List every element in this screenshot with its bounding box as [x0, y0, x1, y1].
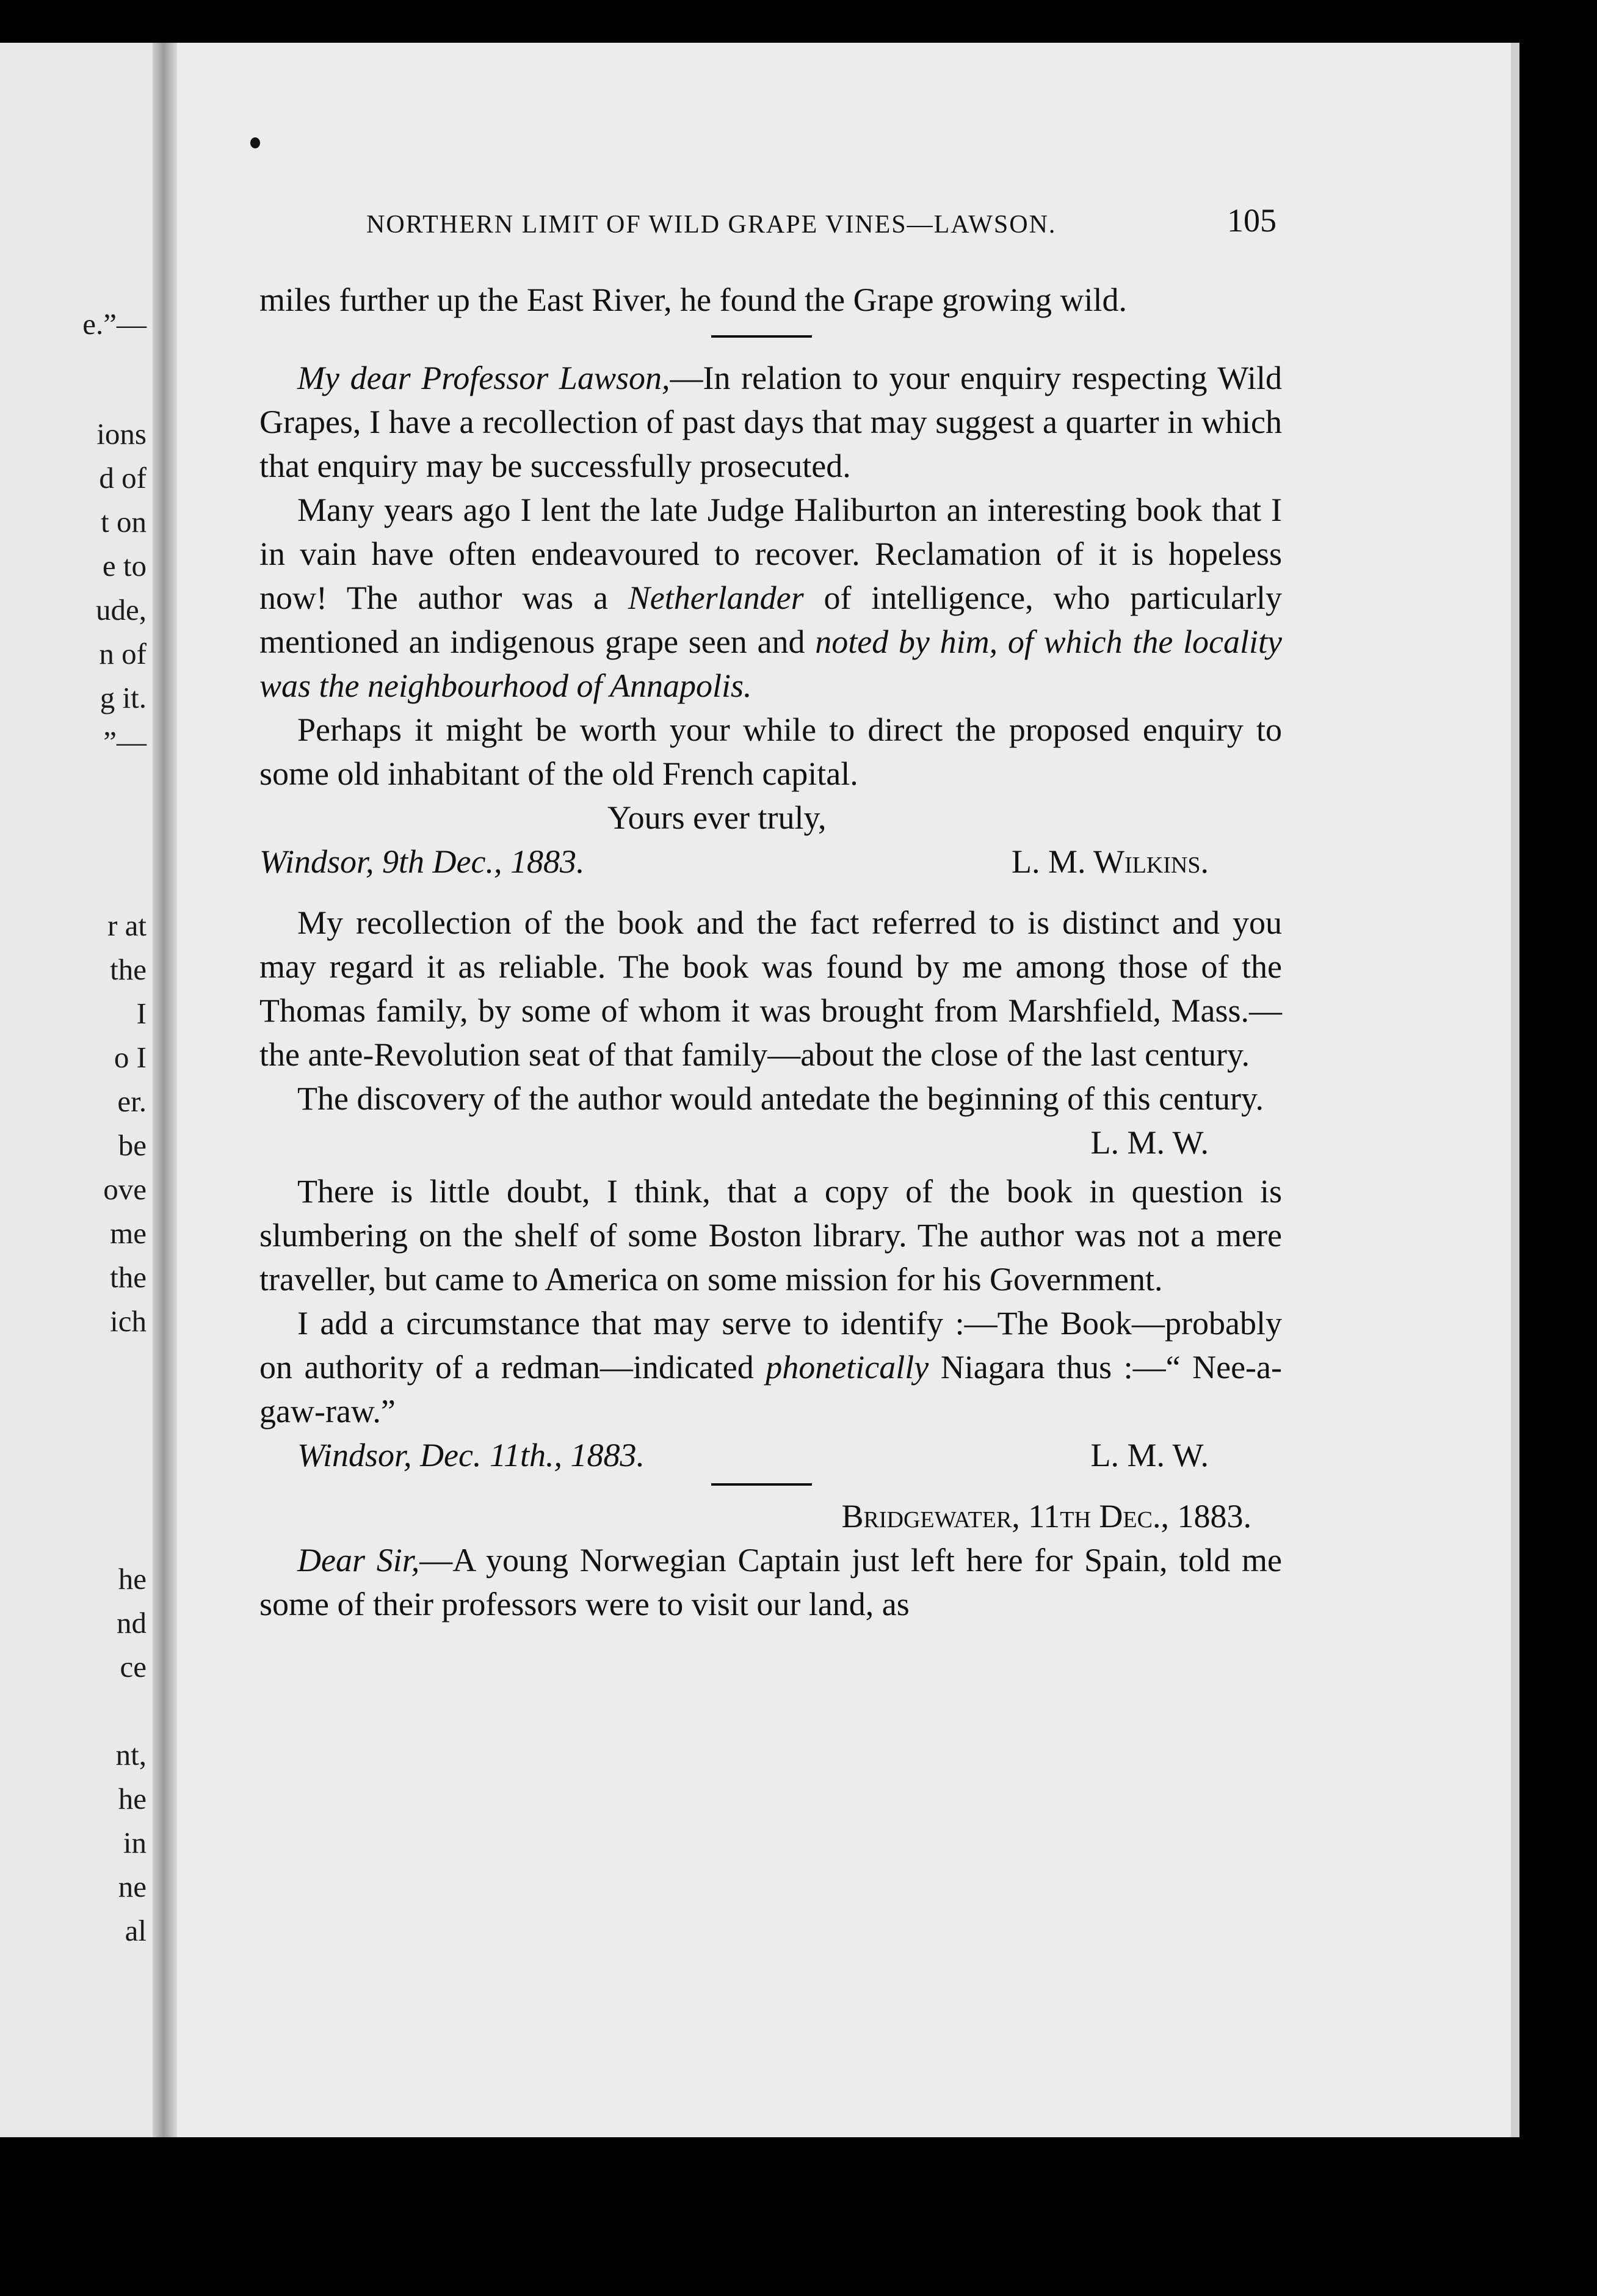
paragraph-text: —In relation to your enquiry respecting Wild Grapes, I have a recollection of past days that may suggest a quarter in which that enquiry may be successfully prosecuted. [259, 360, 1283, 484]
left-fragment: ce [120, 1650, 147, 1684]
left-fragment: he [118, 1562, 147, 1596]
salutation: Dear Sir, [297, 1542, 420, 1579]
paragraph-text: —A young Norwegian Captain just left here for Spain, told me some of their professors were to visit our land, as [259, 1542, 1282, 1622]
paragraph-text: of intelligence, who particularly mentioned an indigenous grape seen and [259, 579, 1282, 660]
signature: L. M. W. [1090, 1124, 1209, 1161]
left-fragment: ”— [103, 725, 147, 758]
letter2-paragraph: My recollection of the book and the fact referred to is distinct and you may regard it as reliable. The book was found by me among those of the Thomas family, by some of whom it was brought from Marshfield, Mass.—the ante-Revolution seat of that family—about the close of the last century. [259, 904, 1282, 1073]
left-fragment: I [136, 997, 147, 1030]
italic-text: phonetically [766, 1349, 929, 1386]
italic-text: noted by him, of which the locality was the neighbourhood of Annapolis. [259, 623, 1282, 704]
letter4-paragraph [259, 1538, 1282, 1626]
closing: Yours ever truly, [607, 799, 827, 836]
left-fragment: n of [99, 637, 147, 670]
paragraph: miles further up the East River, he found the Grape growing wild. [259, 282, 1127, 318]
left-fragment: ude, [96, 593, 147, 627]
left-fragment: nt, [115, 1738, 147, 1771]
signature-line [259, 1433, 1282, 1477]
left-fragment: t on [101, 505, 147, 539]
body-text [259, 278, 1282, 1626]
dateline: Bridgewater, 11th Dec., 1883. [841, 1498, 1251, 1535]
left-fragment: ne [118, 1870, 147, 1903]
left-fragment: be [118, 1128, 147, 1162]
book-gutter [153, 43, 177, 2137]
italic-text: Netherlander [628, 579, 804, 616]
letter1-paragraph [259, 356, 1282, 488]
letter-date: Windsor, Dec. 11th., 1883. [297, 1437, 645, 1473]
left-fragment: ich [110, 1304, 147, 1338]
page-edge [1511, 43, 1519, 2137]
left-fragment: the [110, 953, 147, 986]
left-page-margin [0, 43, 154, 2137]
paragraph-text: I add a circumstance that may serve to identify :—The Book—probably on authority of a redman—indicated [259, 1305, 1282, 1386]
signature: L. M. Wilkins. [1011, 843, 1209, 880]
left-fragment: er. [117, 1084, 147, 1118]
left-fragment: me [110, 1216, 147, 1250]
letter-date: Windsor, 9th Dec., 1883. [259, 843, 585, 880]
ink-spot [250, 137, 260, 148]
left-fragment: g it. [100, 681, 147, 714]
left-fragment: the [110, 1260, 147, 1294]
signature-line [259, 840, 1282, 884]
letter1-paragraph: Perhaps it might be worth your while to direct the proposed enquiry to some old inhabitant of the old French capital. [259, 711, 1282, 792]
left-fragment: ions [96, 417, 147, 451]
salutation: My dear Professor Lawson, [297, 360, 670, 396]
left-fragment: e.”— [82, 307, 147, 341]
left-fragment: o I [114, 1041, 147, 1074]
left-fragment: al [125, 1914, 147, 1947]
left-fragment: ove [103, 1172, 147, 1206]
left-fragment: nd [117, 1606, 147, 1640]
running-header: NORTHERN LIMIT OF WILD GRAPE VINES—LAWSON. [366, 211, 1057, 239]
left-fragment: he [118, 1782, 147, 1815]
letter3-paragraph [259, 1301, 1282, 1433]
paragraph-text: Niagara thus :—“ Nee-a-gaw-raw.” [259, 1349, 1282, 1430]
left-fragment: r at [107, 909, 147, 942]
left-fragment: in [123, 1826, 147, 1859]
left-fragment: e to [102, 549, 147, 583]
letter2-paragraph: The discovery of the author would antedate the beginning of this century. [297, 1080, 1264, 1117]
section-rule [711, 1483, 812, 1486]
paragraph-text: Many years ago I lent the late Judge Haliburton an interesting book that I in vain have often endeavoured to recover. Reclamation of it is hopeless now! The author was a [259, 492, 1282, 616]
letter1-paragraph [259, 488, 1282, 708]
letter3-paragraph: There is little doubt, I think, that a copy of the book in question is slumbering on the shelf of some Boston library. The author was not a mere traveller, but came to America on some mission for his Government. [259, 1173, 1282, 1298]
signature: L. M. W. [1090, 1437, 1209, 1473]
section-rule [711, 335, 812, 338]
page-number: 105 [1227, 202, 1277, 239]
left-fragment: d of [99, 461, 147, 495]
